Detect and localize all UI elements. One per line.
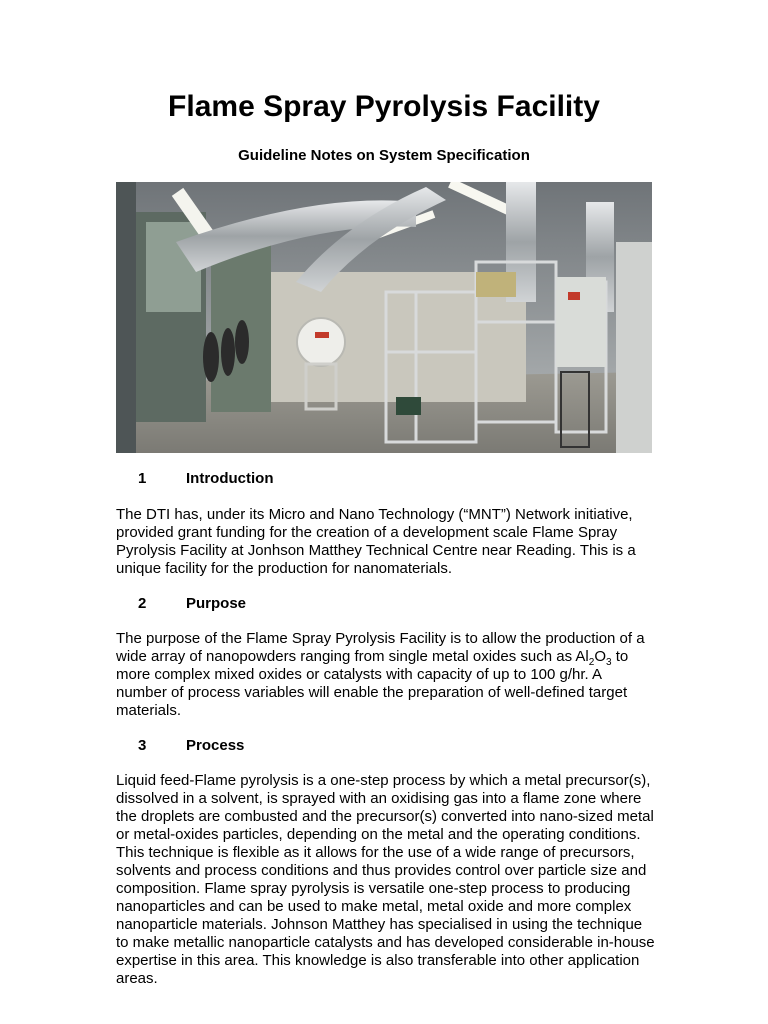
document-title: Flame Spray Pyrolysis Facility	[168, 90, 600, 123]
section-2-title: Purpose	[186, 595, 247, 612]
section-3-number: 3	[138, 737, 147, 754]
section-2-text-c: to more complex mixed oxides or catalysts with capacity of up to 100 g/hr. A number of process variables will enable the preparation of well-defined target materials.	[116, 648, 629, 719]
section-1-paragraph: The DTI has, under its Micro and Nano Technology (“MNT”) Network initiative, provided grant funding for the creation of a development scale Flame Spray Pyrolysis Facility at Jonhson Matthey Technical Centre near Reading. This is a unique facility for the production for nanomaterials.	[116, 506, 636, 577]
section-2-heading	[138, 595, 246, 612]
section-1-title: Introduction	[186, 470, 274, 487]
section-2-text-b: O	[594, 648, 606, 665]
section-3-title: Process	[186, 737, 245, 754]
section-3-paragraph: Liquid feed-Flame pyrolysis is a one-step process by which a metal precursor(s), dissolved in a solvent, is sprayed with an oxidising gas into a flame zone where the droplets are combusted and the precursor(s) converted into nano-sized metal or metal-oxides particles, depending on the metal and the operating conditions. This technique is flexible as it allows for the use of a wide range of precursors, solvents and process conditions and thus provides control over particle size and composition. Flame spray pyrolysis is versatile one-step process to producing nanoparticles and can be used to make metal, metal oxide and more complex nanoparticle materials. Johnson Matthey has specialised in using the technique to make metallic nanoparticle catalysts and has developed considerable in-house expertise in this area. This knowledge is also transferable into other application areas.	[116, 772, 655, 987]
section-2-number: 2	[138, 595, 147, 612]
section-1-number: 1	[138, 470, 147, 487]
facility-photo	[116, 182, 652, 453]
section-2-text-a: The purpose of the Flame Spray Pyrolysis Facility is to allow the production of a wide array of nanopowders ranging from single metal oxides such as Al	[116, 630, 645, 665]
section-2-sub-b: 3	[605, 657, 612, 668]
facility-photo-illustration	[116, 182, 652, 453]
section-3-heading	[138, 737, 244, 754]
section-2-paragraph	[116, 630, 656, 720]
section-1-heading	[138, 470, 273, 487]
document-subtitle: Guideline Notes on System Specification	[238, 147, 530, 164]
section-2-sub-a: 2	[588, 657, 595, 668]
